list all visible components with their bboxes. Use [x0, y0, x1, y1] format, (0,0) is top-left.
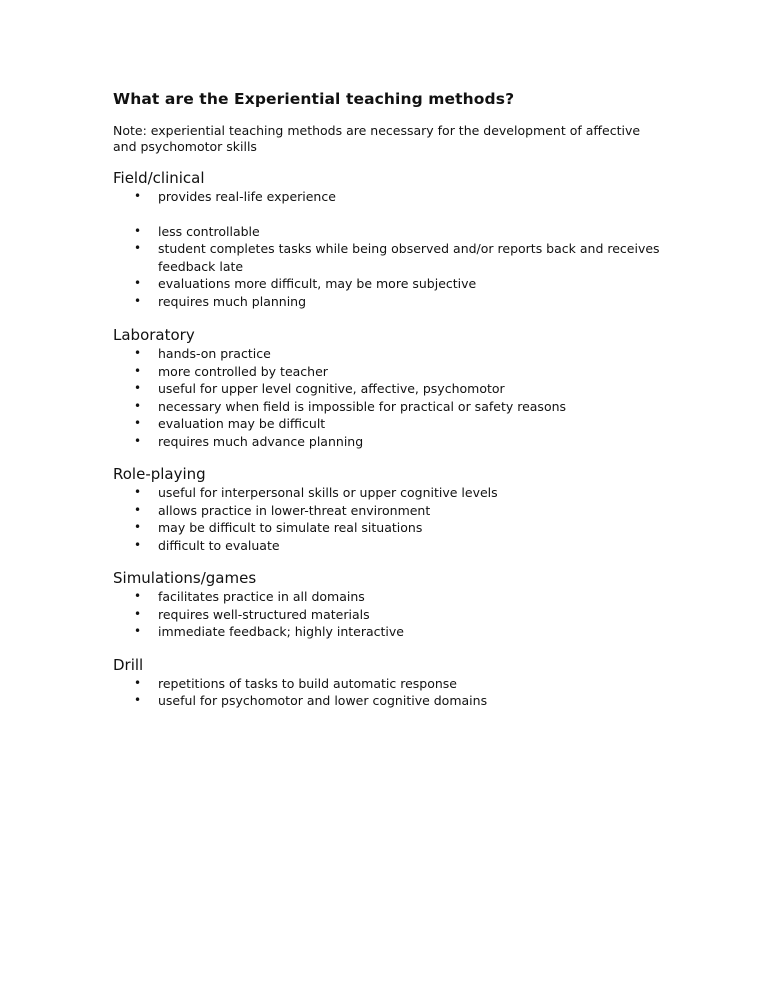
list-item [113, 502, 673, 520]
section-heading: Role-playing [113, 465, 206, 483]
bullet-icon: • [134, 398, 142, 413]
list-item-text: difficult to evaluate [158, 537, 280, 553]
section-heading: Simulations/games [113, 569, 257, 587]
intro-note: Note: experiential teaching methods are necessary for the development of affective and psychomotor skills [113, 123, 641, 154]
list-item-text: student completes tasks while being observed and/or reports back and receives feedback late [158, 241, 660, 274]
bullet-icon: • [134, 416, 142, 430]
list-item [113, 519, 673, 537]
list-item [113, 293, 673, 311]
bullet-list [113, 345, 673, 450]
list-item-text: immediate feedback; highly interactive [158, 624, 404, 639]
list-item-text: useful for interpersonal skills or upper cognitive levels [158, 485, 498, 500]
section-heading: Drill [113, 655, 144, 674]
bullet-icon: • [134, 520, 142, 534]
list-item-text: more controlled by teacher [158, 363, 328, 379]
section-heading: Field/clinical [113, 169, 205, 187]
list-item [113, 588, 673, 606]
document-page [113, 88, 673, 710]
section-role-playing [113, 465, 673, 554]
list-item-text: repetitions of tasks to build automatic response [158, 675, 457, 691]
bullet-icon: • [134, 346, 142, 360]
section-drill [113, 656, 673, 710]
list-item [113, 275, 673, 293]
list-item-text: necessary when field is impossible for practical or safety reasons [158, 398, 567, 414]
bullet-icon: • [134, 381, 142, 395]
list-item [113, 484, 673, 502]
list-item [113, 398, 673, 416]
bullet-icon: • [134, 293, 142, 308]
list-item [113, 345, 673, 363]
section-field-clinical [113, 169, 673, 310]
bullet-icon: • [134, 537, 142, 552]
list-item-text: may be difficult to simulate real situations [158, 520, 423, 535]
bullet-icon: • [134, 241, 142, 255]
list-item [113, 433, 673, 451]
list-item [113, 537, 673, 555]
list-item [113, 606, 673, 624]
bullet-list [113, 588, 673, 641]
list-item [113, 623, 673, 641]
list-item [113, 415, 673, 433]
bullet-icon: • [134, 485, 142, 499]
bullet-icon: • [134, 606, 142, 621]
bullet-icon: • [134, 589, 142, 603]
bullet-icon: • [134, 363, 142, 378]
list-item-text: provides real-life experience [158, 189, 336, 204]
list-item [113, 363, 673, 381]
section-heading: Laboratory [113, 326, 195, 344]
list-item-text: allows practice in lower-threat environment [158, 502, 431, 518]
list-item [113, 223, 673, 241]
bullet-icon: • [134, 223, 142, 238]
list-item-text: requires much advance planning [158, 433, 364, 449]
section-simulations-games [113, 569, 673, 641]
bullet-icon: • [134, 502, 142, 517]
bullet-icon: • [134, 433, 142, 448]
bullet-icon: • [134, 276, 142, 290]
bullet-list [113, 484, 673, 554]
list-item-text: useful for psychomotor and lower cognitive domains [158, 693, 488, 708]
list-item-text: useful for upper level cognitive, affective, psychomotor [158, 381, 505, 396]
bullet-list [113, 188, 673, 310]
list-item [113, 380, 673, 398]
list-item-text: evaluation may be difficult [158, 416, 326, 431]
list-item-text: less controllable [158, 223, 260, 239]
list-item [113, 675, 673, 693]
bullet-icon: • [134, 675, 142, 690]
bullet-icon: • [134, 624, 142, 638]
bullet-list [113, 675, 673, 710]
list-item-text: hands-on practice [158, 346, 271, 361]
list-item [113, 692, 673, 710]
list-item-text: requires well-structured materials [158, 606, 370, 622]
list-item [113, 188, 673, 206]
list-item-text: evaluations more difficult, may be more subjective [158, 276, 477, 291]
bullet-icon: • [134, 693, 142, 707]
list-item [113, 240, 673, 275]
list-item-text: facilitates practice in all domains [158, 589, 365, 604]
list-item-text: requires much planning [158, 293, 307, 309]
section-laboratory [113, 326, 673, 450]
document-title: What are the Experiential teaching methods? [113, 90, 515, 108]
bullet-icon: • [134, 189, 142, 203]
